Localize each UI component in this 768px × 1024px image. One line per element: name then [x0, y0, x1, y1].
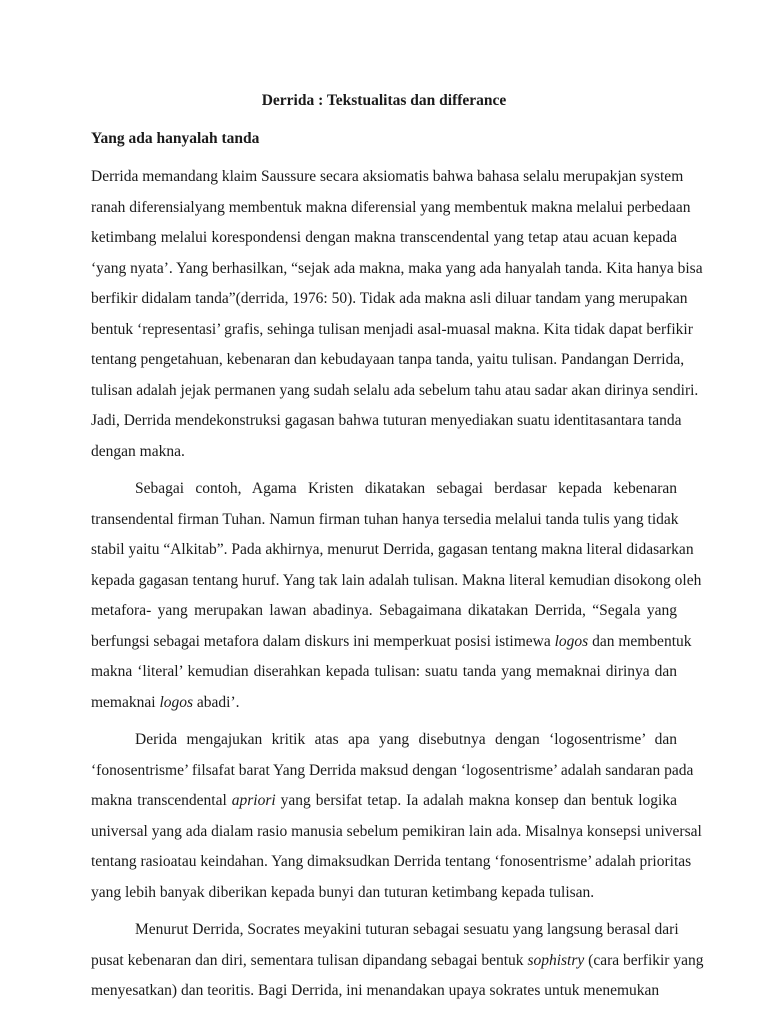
paragraph-3-line-3 [91, 792, 677, 810]
italic-term: sophistry [527, 951, 585, 969]
italic-term: apriori [231, 792, 276, 809]
paragraph-1-line-6: bentuk ‘representasi’ grafis, sehinga tulisan menjadi asal-muasal makna. Kita tidak dapat berfikir [91, 320, 693, 338]
paragraph-1-line-7: tentang pengetahuan, kebenaran dan kebudayaan tanpa tanda, yaitu tulisan. Pandangan Derrida, [91, 351, 685, 368]
text-segment: memaknai [91, 693, 160, 711]
paragraph-2-line-3: stabil yaitu “Alkitab”. Pada akhirnya, menurut Derrida, gagasan tentang makna literal didasarkan [91, 541, 694, 558]
text-segment: pusat kebenaran dan diri, sementara tulisan dipandang sebagai bentuk [91, 951, 528, 969]
paragraph-2-line-2: transendental firman Tuhan. Namun firman tuhan hanya tersedia melalui tanda tulis yang tidak [91, 510, 679, 528]
paragraph-1-line-3: ketimbang melalui korespondensi dengan makna transcendental yang tetap atau acuan kepada [91, 229, 677, 246]
paragraph-2-line-4: kepada gagasan tentang huruf. Yang tak lain adalah tulisan. Makna literal kemudian disokong oleh [91, 571, 702, 589]
italic-term: logos [554, 632, 589, 650]
text-segment: (cara berfikir yang [584, 951, 704, 969]
text-segment: abadi’. [193, 693, 240, 711]
paragraph-2-line-8 [91, 694, 677, 712]
paragraph-1-line-10: dengan makna. [91, 442, 185, 460]
paragraph-2-line-1: Sebagai contoh, Agama Kristen dikatakan sebagai berdasar kepada kebenaran [135, 480, 677, 497]
text-segment: dan membentuk [588, 632, 692, 650]
paragraph-1-line-4: ‘yang nyata’. Yang berhasilkan, “sejak ada makna, maka yang ada hanyalah tanda. Kita hanya bisa [91, 259, 703, 277]
paragraph-3-line-4: universal yang ada dialam rasio manusia sebelum pemikiran lain ada. Misalnya konsepsi universal [91, 822, 702, 840]
text-segment: makna transcendental [91, 792, 232, 809]
paragraph-1-line-1: Derrida memandang klaim Saussure secara aksiomatis bahwa bahasa selalu merupakjan system [91, 168, 684, 185]
paragraph-1-line-9: Jadi, Derrida mendekonstruksi gagasan bahwa tuturan menyediakan suatu identitasantara tanda [91, 412, 682, 429]
paragraph-3-line-2: ‘fonosentrisme’ filsafat barat Yang Derrida maksud dengan ‘logosentrisme’ adalah sandaran pada [91, 761, 694, 779]
paragraph-1-line-8: tulisan adalah jejak permanen yang sudah selalu ada sebelum tahu atau sadar akan dirinya sendiri. [91, 381, 699, 399]
paragraph-3-line-1: Derida mengajukan kritik atas apa yang disebutnya dengan ‘logosentrisme’ dan [135, 731, 677, 748]
paragraph-4-line-1: Menurut Derrida, Socrates meyakini tuturan sebagai sesuatu yang langsung berasal dari [135, 921, 679, 938]
paragraph-1-line-2: ranah diferensialyang membentuk makna diferensial yang membentuk makna melalui perbedaan [91, 198, 691, 216]
paragraph-3-line-5: tentang rasioatau keindahan. Yang dimaksudkan Derrida tentang ‘fonosentrisme’ adalah prioritas [91, 853, 692, 870]
paragraph-4-line-2 [91, 951, 704, 970]
section-heading: Yang ada hanyalah tanda [91, 130, 260, 147]
document-title: Derrida : Tekstualitas dan differance [261, 92, 507, 109]
paragraph-1-line-5: berfikir didalam tanda”(derrida, 1976: 50). Tidak ada makna asli diluar tandam yang merupakan [91, 290, 688, 307]
paragraph-2-line-7: makna ‘literal’ kemudian diserahkan kepada tulisan: suatu tanda yang memaknai dirinya dan [91, 663, 677, 680]
paragraph-2-line-6 [91, 632, 692, 651]
text-segment: berfungsi sebagai metafora dalam diskurs ini memperkuat posisi istimewa [91, 632, 555, 650]
text-segment: yang bersifat tetap. Ia adalah makna konsep dan bentuk logika [275, 792, 677, 809]
paragraph-2-line-5: metafora- yang merupakan lawan abadinya. Sebagaimana dikatakan Derrida, “Segala yang [91, 602, 677, 619]
paragraph-3-line-6: yang lebih banyak diberikan kepada bunyi dan tuturan ketimbang kepada tulisan. [91, 883, 595, 901]
italic-term: logos [159, 693, 194, 711]
paragraph-4-line-3: menyesatkan) dan teoritis. Bagi Derrida, ini menandakan upaya sokrates untuk menemukan [91, 982, 660, 999]
